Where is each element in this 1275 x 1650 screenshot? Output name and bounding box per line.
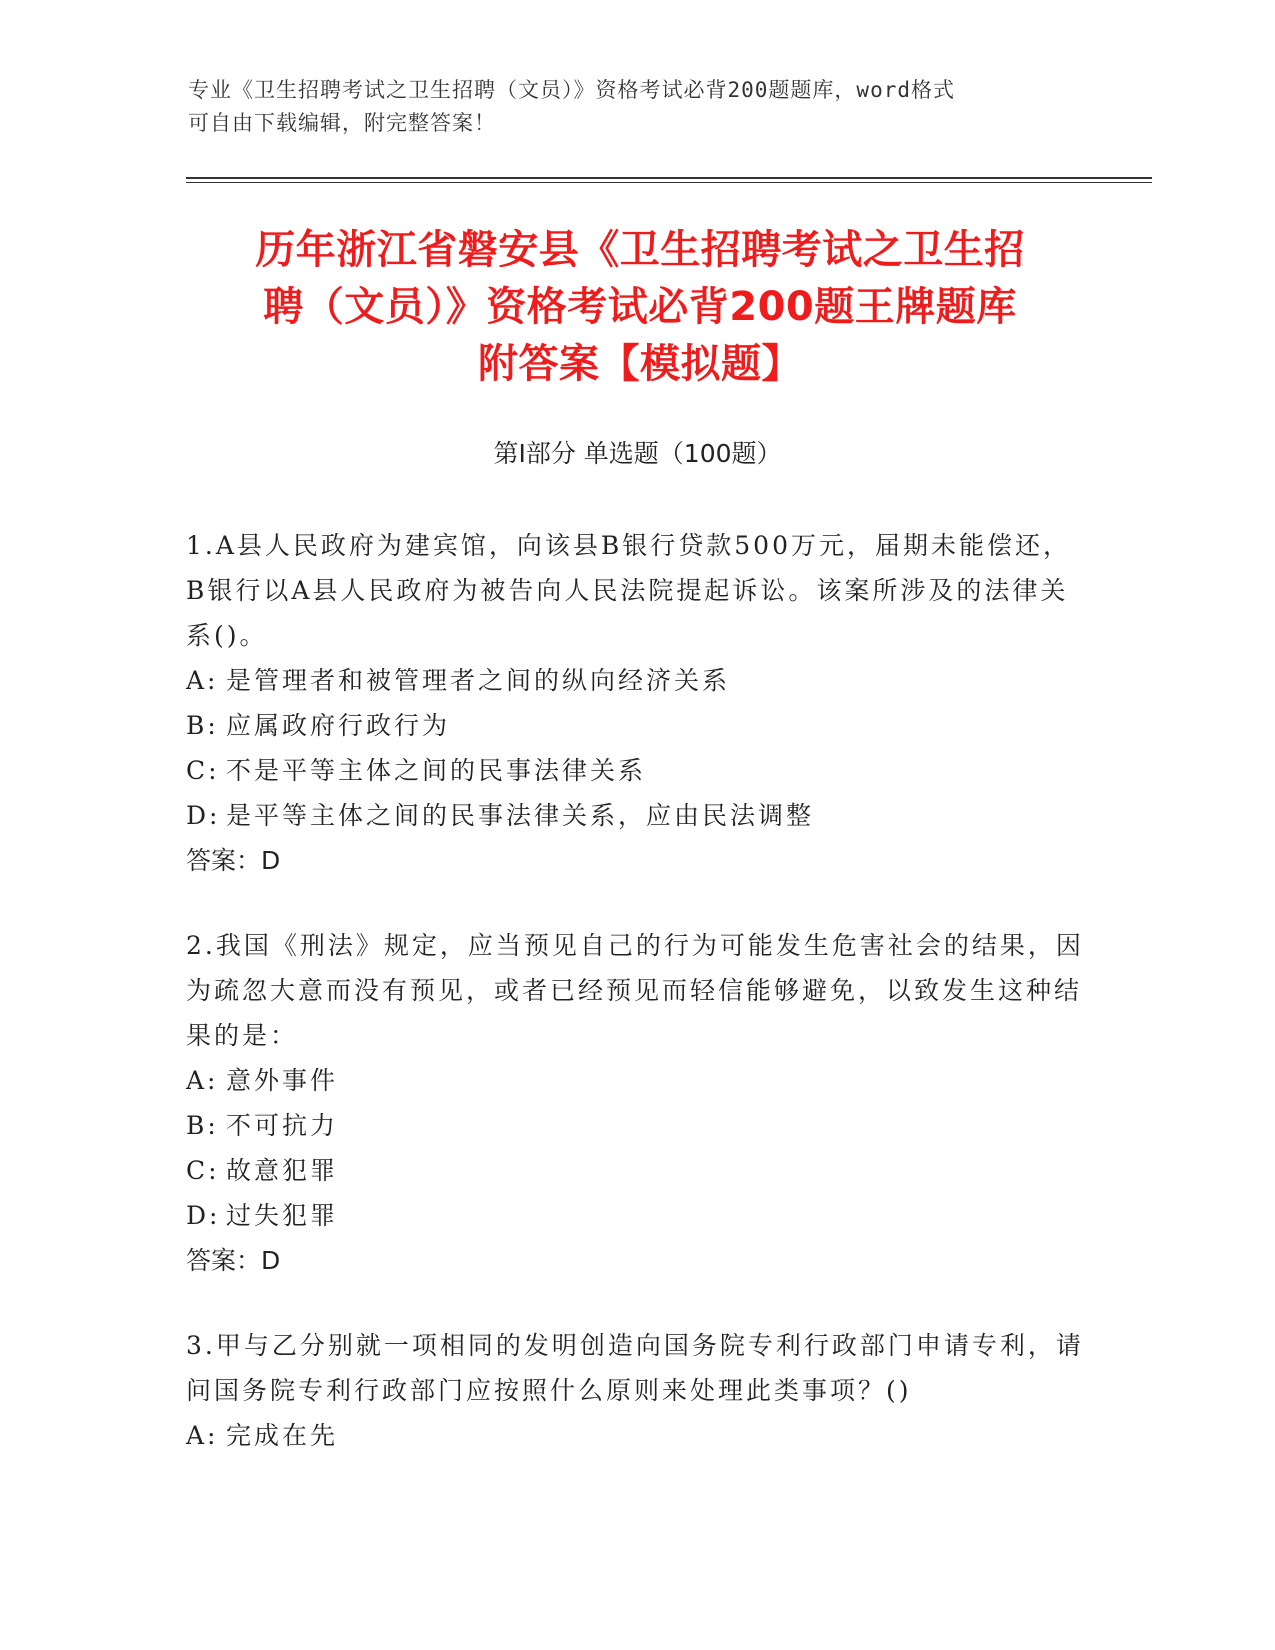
option-text: 是管理者和被管理者之间的纵向经济关系 bbox=[226, 666, 731, 695]
document-title-line2: 聘（文员）》资格考试必背200题王牌题库 bbox=[263, 284, 1017, 330]
option-letter: C: bbox=[186, 1156, 220, 1185]
option-text: 不可抗力 bbox=[226, 1111, 339, 1140]
option-text: 是平等主体之间的民事法律关系，应由民法调整 bbox=[226, 801, 815, 830]
header-divider-thick bbox=[186, 177, 1152, 179]
header-divider-thin bbox=[186, 182, 1152, 183]
option-text: 应属政府行政行为 bbox=[226, 711, 451, 740]
question-item bbox=[186, 523, 1086, 883]
option-b bbox=[186, 703, 1086, 748]
question-stem: 3.甲与乙分别就一项相同的发明创造向国务院专利行政部门申请专利，请问国务院专利行政部门应按照什么原则来处理此类事项？() bbox=[186, 1331, 1084, 1405]
option-text: 意外事件 bbox=[226, 1066, 339, 1095]
section-heading: 第Ⅰ部分 单选题（100题） bbox=[493, 439, 782, 468]
header-note-line1: 专业《卫生招聘考试之卫生招聘（文员）》资格考试必背200题题库，word格式 bbox=[188, 78, 955, 102]
document-title-line1: 历年浙江省磐安县《卫生招聘考试之卫生招 bbox=[255, 227, 1025, 273]
option-letter: B: bbox=[186, 711, 219, 740]
option-d bbox=[186, 1193, 1086, 1238]
question-item bbox=[186, 923, 1086, 1283]
option-text: 过失犯罪 bbox=[226, 1201, 339, 1230]
option-c bbox=[186, 1148, 1086, 1193]
option-a bbox=[186, 1413, 1086, 1458]
option-a bbox=[186, 1058, 1086, 1103]
option-text: 完成在先 bbox=[226, 1421, 339, 1450]
header-note-line2: 可自由下载编辑，附完整答案！ bbox=[188, 111, 496, 135]
option-b bbox=[186, 1103, 1086, 1148]
option-letter: D: bbox=[186, 801, 221, 830]
document-title-line3: 附答案【模拟题】 bbox=[478, 341, 802, 387]
option-c bbox=[186, 748, 1086, 793]
option-text: 故意犯罪 bbox=[226, 1156, 339, 1185]
option-d bbox=[186, 793, 1086, 838]
option-letter: A: bbox=[186, 1066, 219, 1095]
option-a bbox=[186, 658, 1086, 703]
answer-line: 答案：D bbox=[186, 1246, 281, 1275]
option-letter: A: bbox=[186, 1421, 219, 1450]
document-title bbox=[170, 222, 1110, 393]
question-stem: 2.我国《刑法》规定，应当预见自己的行为可能发生危害社会的结果，因为疏忽大意而没有预见，或者已经预见而轻信能够避免，以致发生这种结果的是： bbox=[186, 931, 1084, 1050]
option-letter: B: bbox=[186, 1111, 219, 1140]
question-stem: 1.A县人民政府为建宾馆，向该县B银行贷款500万元，届期未能偿还，B银行以A县人民政府为被告向人民法院提起诉讼。该案所涉及的法律关系()。 bbox=[186, 531, 1071, 650]
option-letter: D: bbox=[186, 1201, 221, 1230]
option-text: 不是平等主体之间的民事法律关系 bbox=[226, 756, 647, 785]
option-letter: C: bbox=[186, 756, 220, 785]
answer-line: 答案：D bbox=[186, 846, 281, 875]
header-note bbox=[188, 74, 1088, 140]
option-letter: A: bbox=[186, 666, 219, 695]
question-item bbox=[186, 1323, 1086, 1458]
question-list bbox=[186, 523, 1086, 1498]
